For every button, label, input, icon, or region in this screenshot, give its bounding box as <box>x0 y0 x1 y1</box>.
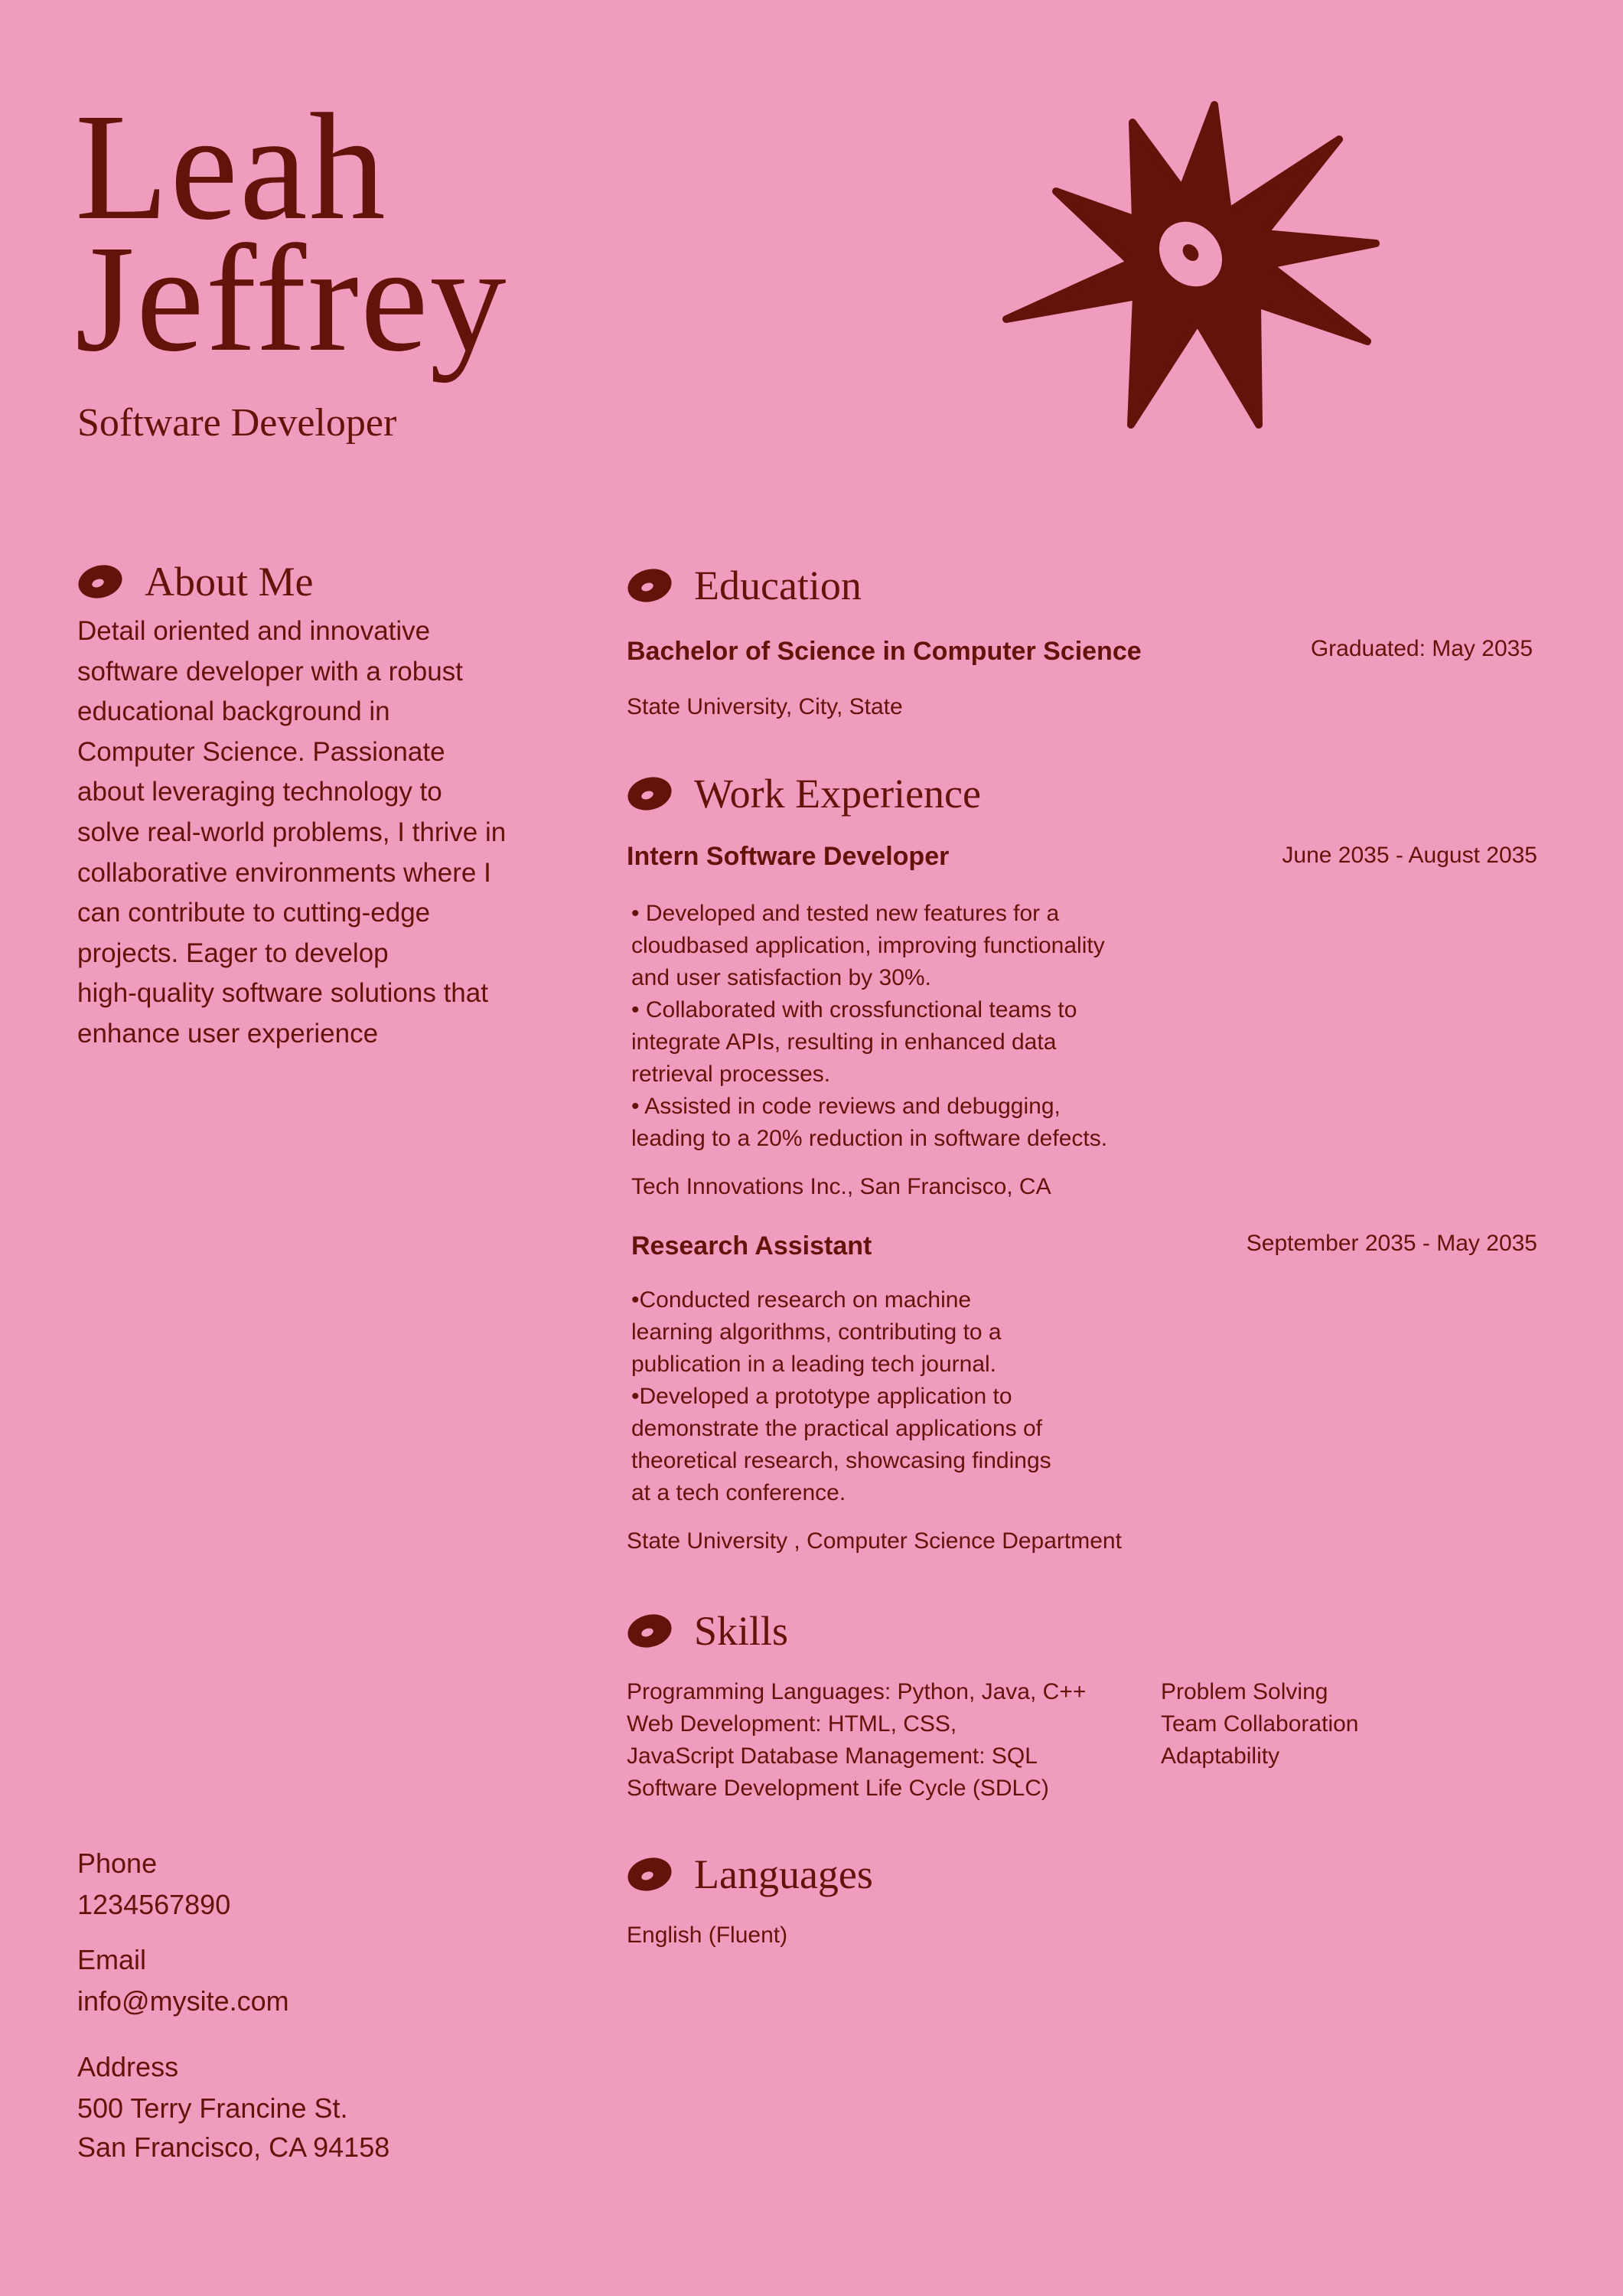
about-line: high-quality software solutions that <box>77 978 488 1009</box>
phone-value[interactable]: 1234567890 <box>77 1889 231 1920</box>
job-line: and user satisfaction by 30%. <box>631 965 931 990</box>
last-name: Jeffrey <box>75 214 508 383</box>
address-line-1: 500 Terry Francine St. <box>77 2092 348 2124</box>
donut-bullet-icon <box>627 568 673 603</box>
about-line: software developer with a robust <box>77 656 463 687</box>
skill-item: Web Development: HTML, CSS, <box>627 1711 957 1737</box>
about-line: solve real-world problems, I thrive in <box>77 817 507 847</box>
job-title-2: Research Assistant <box>631 1231 872 1261</box>
work-section-header <box>627 767 981 820</box>
languages-section-header <box>627 1848 873 1901</box>
email-value[interactable]: info@mysite.com <box>77 1985 289 2017</box>
about-line: collaborative environments where I <box>77 857 491 888</box>
skill-item: Adaptability <box>1161 1743 1280 1769</box>
address-label: Address <box>77 2051 179 2082</box>
job-line: integrate APIs, resulting in enhanced data <box>631 1029 1057 1055</box>
phone-label: Phone <box>77 1848 158 1879</box>
skill-item: Software Development Life Cycle (SDLC) <box>627 1776 1049 1801</box>
first-name: Leah <box>75 83 387 252</box>
donut-bullet-icon <box>627 1613 673 1649</box>
about-line: Computer Science. Passionate <box>77 736 445 767</box>
about-text <box>77 612 567 1055</box>
job-line: theoretical research, showcasing findings <box>631 1448 1051 1473</box>
donut-bullet-icon <box>627 1857 673 1892</box>
skills-section-header <box>627 1604 788 1658</box>
donut-bullet-icon <box>627 776 673 811</box>
school-name: State University, City, State <box>627 694 903 719</box>
skill-item: Team Collaboration <box>1161 1711 1359 1737</box>
about-line: educational background in <box>77 696 390 727</box>
skill-item: Problem Solving <box>1161 1679 1328 1704</box>
skills-column-1 <box>627 1676 1086 1805</box>
job-line: • Developed and tested new features for a <box>631 901 1060 926</box>
job-line: •Conducted research on machine <box>631 1287 972 1313</box>
job-line: • Collaborated with crossfunctional teams to <box>631 997 1077 1022</box>
language-item: English (Fluent) <box>627 1923 788 1948</box>
about-line: enhance user experience <box>77 1018 379 1049</box>
education-heading: Education <box>694 563 862 608</box>
name-heading <box>75 83 508 383</box>
work-heading: Work Experience <box>694 771 981 817</box>
job-company-1: Tech Innovations Inc., San Francisco, CA <box>631 1174 1051 1199</box>
job-line: publication in a leading tech journal. <box>631 1352 996 1377</box>
about-heading: About Me <box>145 559 314 605</box>
email-label: Email <box>77 1944 147 1975</box>
job-company-2: State University , Computer Science Department <box>627 1528 1122 1554</box>
address-line-2: San Francisco, CA 94158 <box>77 2131 390 2163</box>
languages-heading: Languages <box>694 1851 873 1897</box>
job-line: at a tech conference. <box>631 1480 846 1505</box>
job-line: retrieval processes. <box>631 1062 831 1087</box>
donut-bullet-icon <box>77 564 123 599</box>
skill-item: Programming Languages: Python, Java, C++ <box>627 1679 1087 1704</box>
job-description-2 <box>631 1284 1051 1509</box>
job-line: cloudbased application, improving functionality <box>631 933 1105 958</box>
skills-heading: Skills <box>694 1608 789 1654</box>
skills-column-2 <box>1161 1676 1358 1773</box>
about-line: can contribute to cutting-edge <box>77 898 431 928</box>
job-line: leading to a 20% reduction in software defects. <box>631 1126 1108 1151</box>
star-flower-icon <box>995 92 1561 444</box>
job-date-1: June 2035 - August 2035 <box>1282 843 1537 868</box>
education-section-header <box>627 559 862 612</box>
about-line: about leveraging technology to <box>77 777 442 807</box>
job-title-1: Intern Software Developer <box>627 842 950 871</box>
about-line: Detail oriented and innovative <box>77 616 431 646</box>
job-description-1 <box>631 898 1107 1155</box>
job-line: •Developed a prototype application to <box>631 1384 1012 1409</box>
job-date-2: September 2035 - May 2035 <box>1246 1231 1537 1256</box>
job-line: • Assisted in code reviews and debugging, <box>631 1094 1061 1119</box>
job-line: learning algorithms, contributing to a <box>631 1319 1002 1345</box>
about-line: projects. Eager to develop <box>77 938 389 968</box>
graduation-date: Graduated: May 2035 <box>1310 636 1533 661</box>
about-section-header <box>77 555 313 608</box>
skill-item: JavaScript Database Management: SQL <box>627 1743 1038 1769</box>
job-line: demonstrate the practical applications of <box>631 1416 1042 1441</box>
degree-title: Bachelor of Science in Computer Science <box>627 637 1142 666</box>
job-title: Software Developer <box>77 401 397 445</box>
